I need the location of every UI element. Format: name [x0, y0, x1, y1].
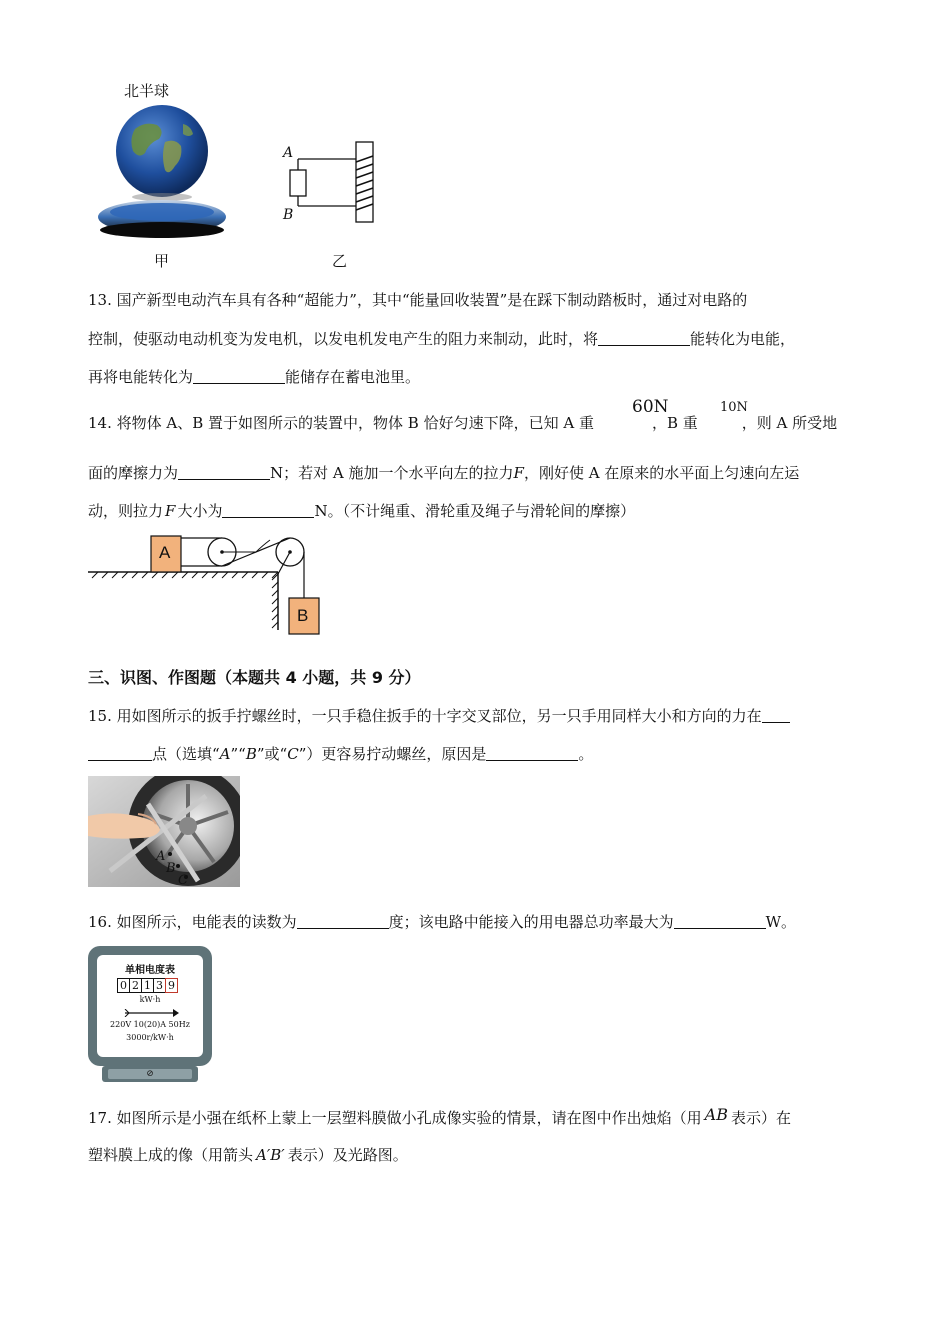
block-a-label: A [159, 543, 171, 562]
q14-line3 [88, 501, 635, 521]
q14-text: 14. 将物体 A、B 置于如图所示的装置中，物体 B 恰好匀速下降，已知 A 重 [88, 414, 594, 432]
q13-line1: 13. 国产新型电动汽车具有各种“超能力”，其中“能量回收装置”是在踩下制动踏板时，通过对电路的 [88, 291, 748, 309]
q13-text: 再将电能转化为 [88, 368, 194, 386]
q13-blank-1[interactable] [598, 331, 690, 346]
q14-blank-2[interactable] [222, 503, 314, 518]
q17-text: 表示）在 [730, 1109, 791, 1127]
q14-weight-b: 10N [720, 400, 748, 415]
meter-digits [117, 978, 178, 993]
wrench-label-c: C [178, 873, 188, 888]
q14-blank-1[interactable] [178, 465, 270, 480]
q17-text: 表示）及光路图。 [287, 1146, 408, 1164]
q13-text: 能转化为电能， [690, 330, 796, 348]
q14-force-symbol: F [165, 502, 176, 520]
q14-text: N。（不计绳重、滑轮重及绳子与滑轮间的摩擦） [314, 502, 636, 520]
q13-text: 能储存在蓄电池里。 [285, 368, 421, 386]
q14-text: 动，则拉力 [88, 502, 164, 520]
q16-text: 度；该电路中能接入的用电器总功率最大为 [388, 913, 674, 931]
q15-text: 点（选填“ [152, 745, 220, 763]
q16-blank-2[interactable] [674, 914, 766, 929]
block-b-label: B [297, 606, 309, 625]
meter-spec-1: 220V 10(20)A 50Hz [110, 1020, 190, 1029]
q14-force-symbol: F [513, 464, 524, 482]
q17-ab-symbol: AB [704, 1105, 728, 1124]
meter-digit: 0 [117, 978, 130, 993]
wrench-photo [88, 776, 240, 887]
q15-text: ”或“ [256, 745, 288, 763]
circuit-label-b: B [283, 207, 294, 223]
q14-text: ，则 A 所受地 [741, 414, 838, 432]
q15-blank-1a[interactable] [762, 708, 790, 723]
q14-text: N；若对 A 施加一个水平向左的拉力 [270, 464, 514, 482]
meter-digit: 2 [129, 978, 142, 993]
q17-ab-prime-symbol: A′B′ [256, 1146, 285, 1164]
meter-seal-icon: ⊘ [146, 1069, 154, 1079]
q15-text: 。 [578, 745, 594, 763]
meter-title: 单相电度表 [125, 965, 175, 976]
meter-digit: 1 [141, 978, 154, 993]
meter-unit: kW·h [139, 995, 161, 1004]
pulley-diagram [88, 530, 328, 636]
q16-line [88, 912, 796, 932]
section-3-heading: 三、识图、作图题（本题共 4 小题，共 9 分） [88, 668, 421, 687]
q14-text: ，B 重 [651, 414, 698, 432]
q15-option-b: B [245, 745, 257, 763]
wrench-label-a: A [156, 849, 166, 864]
wrench-label-b: B [166, 861, 176, 876]
q16-text: 16. 如图所示，电能表的读数为 [88, 913, 297, 931]
globe-title: 北半球 [124, 82, 170, 100]
q14-line1 [88, 413, 837, 433]
q14-text: 大小为 [177, 502, 223, 520]
q17-line1 [88, 1105, 791, 1128]
q15-text: ”“ [230, 745, 246, 763]
electric-meter [88, 946, 212, 1066]
caption-yi: 乙 [332, 252, 348, 270]
meter-base [102, 1066, 198, 1082]
q15-line1 [88, 706, 790, 726]
q16-text: W。 [765, 913, 797, 931]
q14-weight-a: 60N [632, 397, 669, 417]
floating-globe-figure [95, 104, 230, 240]
q13-blank-2[interactable] [193, 369, 285, 384]
q14-text: ，刚好使 A 在原来的水平面上匀速向左运 [523, 464, 800, 482]
q15-option-a: A [219, 745, 231, 763]
q13-line2 [88, 329, 795, 349]
q17-text: 17. 如图所示是小强在纸杯上蒙上一层塑料膜做小孔成像实验的情景，请在图中作出烛焰（用 [88, 1109, 702, 1127]
q14-line2 [88, 463, 799, 483]
q14-text: 面的摩擦力为 [88, 464, 179, 482]
q15-blank-1b[interactable] [88, 746, 152, 761]
q15-blank-2[interactable] [486, 746, 578, 761]
q15-text: 15. 用如图所示的扳手拧螺丝时，一只手稳住扳手的十字交叉部位，另一只手用同样大小和方向的力在 [88, 707, 762, 725]
q17-line2 [88, 1145, 408, 1165]
caption-jia: 甲 [154, 252, 170, 270]
q15-line2 [88, 744, 593, 764]
meter-digit-decimal: 9 [165, 978, 178, 993]
q15-text: ”）更容易拧动螺丝，原因是 [298, 745, 487, 763]
q17-text: 塑料膜上成的像（用箭头 [88, 1146, 254, 1164]
q15-option-c: C [287, 745, 299, 763]
q13-line3 [88, 367, 420, 387]
q16-blank-1[interactable] [297, 914, 389, 929]
meter-face [97, 955, 203, 1057]
meter-arrow-icon [123, 1009, 179, 1017]
meter-spec-2: 3000r/kW·h [126, 1033, 174, 1042]
circuit-label-a: A [283, 145, 294, 161]
q13-text: 控制，使驱动电动机变为发电机，以发电机发电产生的阻力来制动，此时，将 [88, 330, 599, 348]
meter-slot [108, 1069, 192, 1079]
meter-digit: 3 [153, 978, 166, 993]
